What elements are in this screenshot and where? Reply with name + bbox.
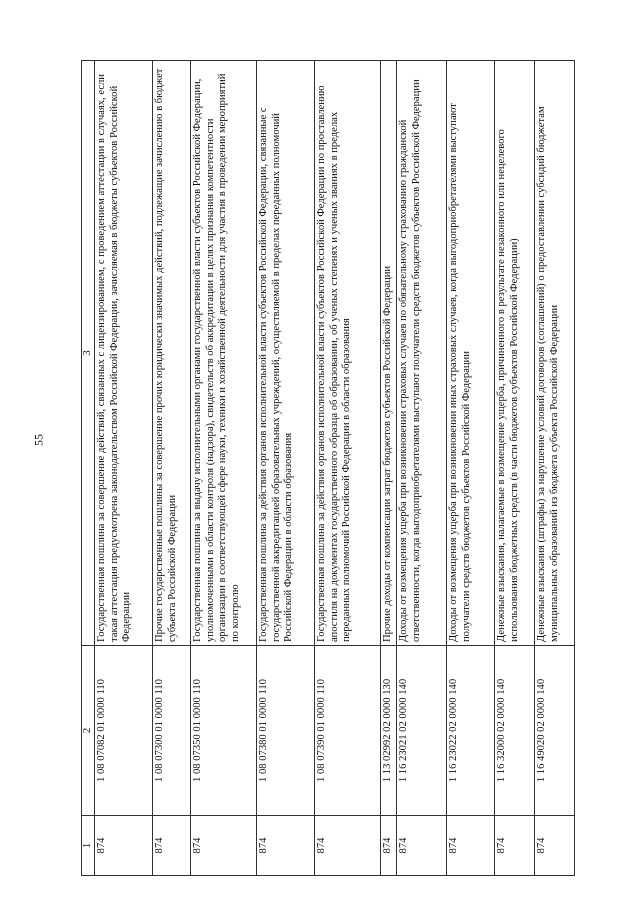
budget-classification-table <box>81 60 575 876</box>
description-cell: Денежные взыскания (штрафы) за нарушение условий договоров (соглашений) о предоставлении субсидий бюджетам муниципальных образований из бюджета субъекта Российской Федерации <box>535 61 575 646</box>
admin-code-cell: 874 <box>315 816 381 876</box>
admin-code-cell: 874 <box>447 816 495 876</box>
kbk-code-cell: 1 08 07380 01 0000 110 <box>257 646 315 816</box>
description-cell: Доходы от возмещения ущерба при возникновении страховых случаев по обязательному страхованию гражданской ответственности, когда выгодоприобретателями выступают получатели средств бюджетов субъектов Российской Федерации <box>397 61 447 646</box>
description-cell: Государственная пошлина за действия органов исполнительной власти субъектов Российской Федерации по проставлению апостиля на документах государственного образца об образовании, об ученых степенях и ученых званиях в пределах переданных полномочий Российской Федерации в области образования <box>315 61 381 646</box>
kbk-code-cell: 1 08 07300 01 0000 110 <box>153 646 191 816</box>
header-row <box>82 61 95 876</box>
table-row <box>95 61 153 876</box>
admin-code-cell: 874 <box>153 816 191 876</box>
table-row <box>257 61 315 876</box>
description-cell: Прочие государственные пошлины за совершение прочих юридически значимых действий, подлежащие зачислению в бюджет субъекта Российской Федерации <box>153 61 191 646</box>
table-row <box>191 61 257 876</box>
header-col-1: 1 <box>82 816 95 876</box>
header-col-2: 2 <box>82 646 95 816</box>
description-cell: Государственная пошлина за действия органов исполнительной власти субъектов Российской Федерации, связанные с государственной аккредитацией образовательных учреждений, осуществляемой в пределах переданных полномочий Российской Федерации в области образования <box>257 61 315 646</box>
description-cell: Государственная пошлина за выдачу исполнительными органами государственной власти субъектов Российской Федерации, уполномоченными в области контроля (надзора), свидетельств об аккредитации в целях признания компетентности организации в соответствующей сфере науки, техники и хозяйственной деятельности для участия в проведении мероприятий по контролю <box>191 61 257 646</box>
admin-code-cell: 874 <box>397 816 447 876</box>
table-container <box>81 61 560 876</box>
description-cell: Государственная пошлина за совершение действий, связанных с лицензированием, с проведением аттестации в случаях, если такая аттестация предусмотрена законодательством Российской Федерации, зачисляемая в бюджеты субъектов Российской Федерации <box>95 61 153 646</box>
table-row <box>315 61 381 876</box>
kbk-code-cell: 1 16 23022 02 0000 140 <box>447 646 495 816</box>
kbk-code-cell: 1 13 02992 02 0000 130 <box>381 646 397 816</box>
page-number: 55 <box>31 434 46 446</box>
table-row <box>397 61 447 876</box>
kbk-code-cell: 1 16 32000 02 0000 140 <box>495 646 535 816</box>
table-row <box>447 61 495 876</box>
kbk-code-cell: 1 16 23021 02 0000 140 <box>397 646 447 816</box>
kbk-code-cell: 1 08 07390 01 0000 110 <box>315 646 381 816</box>
table-row <box>153 61 191 876</box>
admin-code-cell: 874 <box>257 816 315 876</box>
description-cell: Денежные взыскания, налагаемые в возмещение ущерба, причиненного в результате незаконного или нецелевого использования бюджетных средств (в части бюджетов субъектов Российской Федерации) <box>495 61 535 646</box>
table-row <box>535 61 575 876</box>
description-cell: Доходы от возмещения ущерба при возникновении иных страховых случаев, когда выгодоприобретателями выступают получатели средств бюджетов субъектов Российской Федерации <box>447 61 495 646</box>
description-cell: Прочие доходы от компенсации затрат бюджетов субъектов Российской Федерации <box>381 61 397 646</box>
admin-code-cell: 874 <box>535 816 575 876</box>
table-row <box>495 61 535 876</box>
admin-code-cell: 874 <box>191 816 257 876</box>
header-col-3: 3 <box>82 61 95 646</box>
admin-code-cell: 874 <box>495 816 535 876</box>
table-row <box>381 61 397 876</box>
admin-code-cell: 874 <box>381 816 397 876</box>
admin-code-cell: 874 <box>95 816 153 876</box>
kbk-code-cell: 1 08 07082 01 0000 110 <box>95 646 153 816</box>
kbk-code-cell: 1 16 49020 02 0000 140 <box>535 646 575 816</box>
kbk-code-cell: 1 08 07350 01 0000 110 <box>191 646 257 816</box>
